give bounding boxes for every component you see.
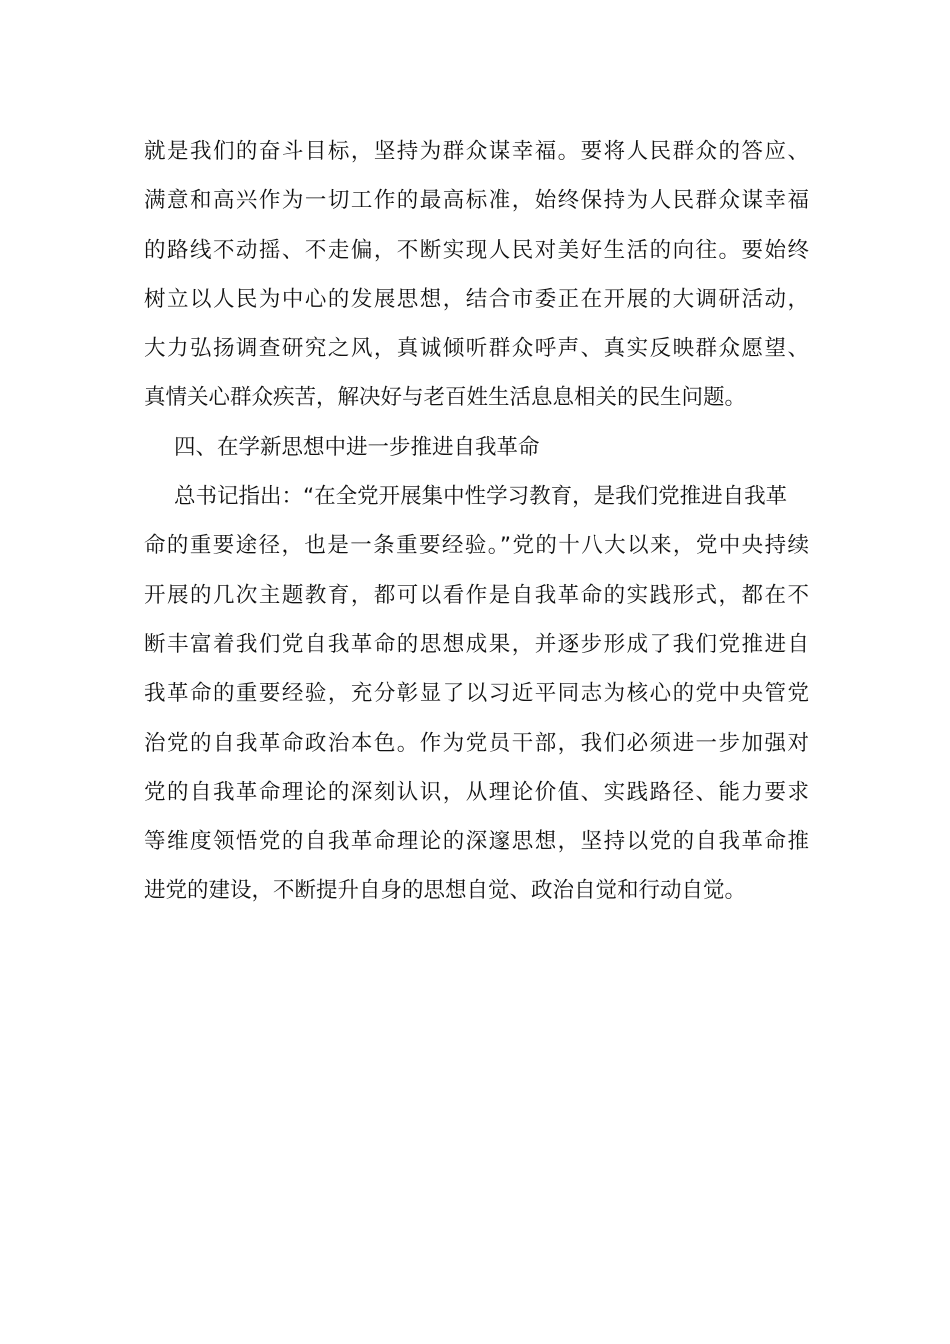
text-line: 进党的建设，不断提升自身的思想自觉、政治自觉和行动自觉。 (144, 878, 747, 904)
text-line: 断丰富着我们党自我革命的思想成果，并逐步形成了我们党推进自 (144, 631, 809, 657)
text-line: 等维度领悟党的自我革命理论的深邃思想，坚持以党的自我革命推 (144, 829, 809, 855)
text-line: 党的自我革命理论的深刻认识，从理论价值、实践路径、能力要求 (144, 779, 809, 805)
text-line: 大力弘扬调查研究之风，真诚倾听群众呼声、真实反映群众愿望、 (144, 336, 809, 362)
heading-line: 四、在学新思想中进一步推进自我革命 (174, 434, 540, 460)
text-line: 开展的几次主题教育，都可以看作是自我革命的实践形式，都在不 (144, 582, 809, 608)
text-line: 就是我们的奋斗目标，坚持为群众谋幸福。要将人民群众的答应、 (144, 139, 809, 164)
text-line: 满意和高兴作为一切工作的最高标准，始终保持为人民群众谋幸福 (144, 188, 809, 214)
text-line: 真情关心群众疾苦，解决好与老百姓生活息息相关的民生问题。 (144, 385, 747, 411)
text-line: 命的重要途径，也是一条重要经验。”党的十八大以来，党中央持续 (144, 533, 809, 559)
paragraph-p1 (144, 127, 809, 423)
text-line: 我革命的重要经验，充分彰显了以习近平同志为核心的党中央管党 (144, 681, 809, 707)
text-line: 治党的自我革命政治本色。作为党员干部，我们必须进一步加强对 (144, 730, 809, 756)
paragraph-p2 (144, 472, 809, 916)
text-line: 的路线不动摇、不走偏，不断实现人民对美好生活的向往。要始终 (144, 237, 809, 263)
body-text (144, 127, 809, 916)
text-line: 总书记指出：“在全党开展集中性学习教育，是我们党推进自我革 (174, 484, 788, 510)
text-line: 树立以人民为中心的发展思想，结合市委正在开展的大调研活动， (144, 286, 809, 312)
section-heading (144, 423, 809, 472)
